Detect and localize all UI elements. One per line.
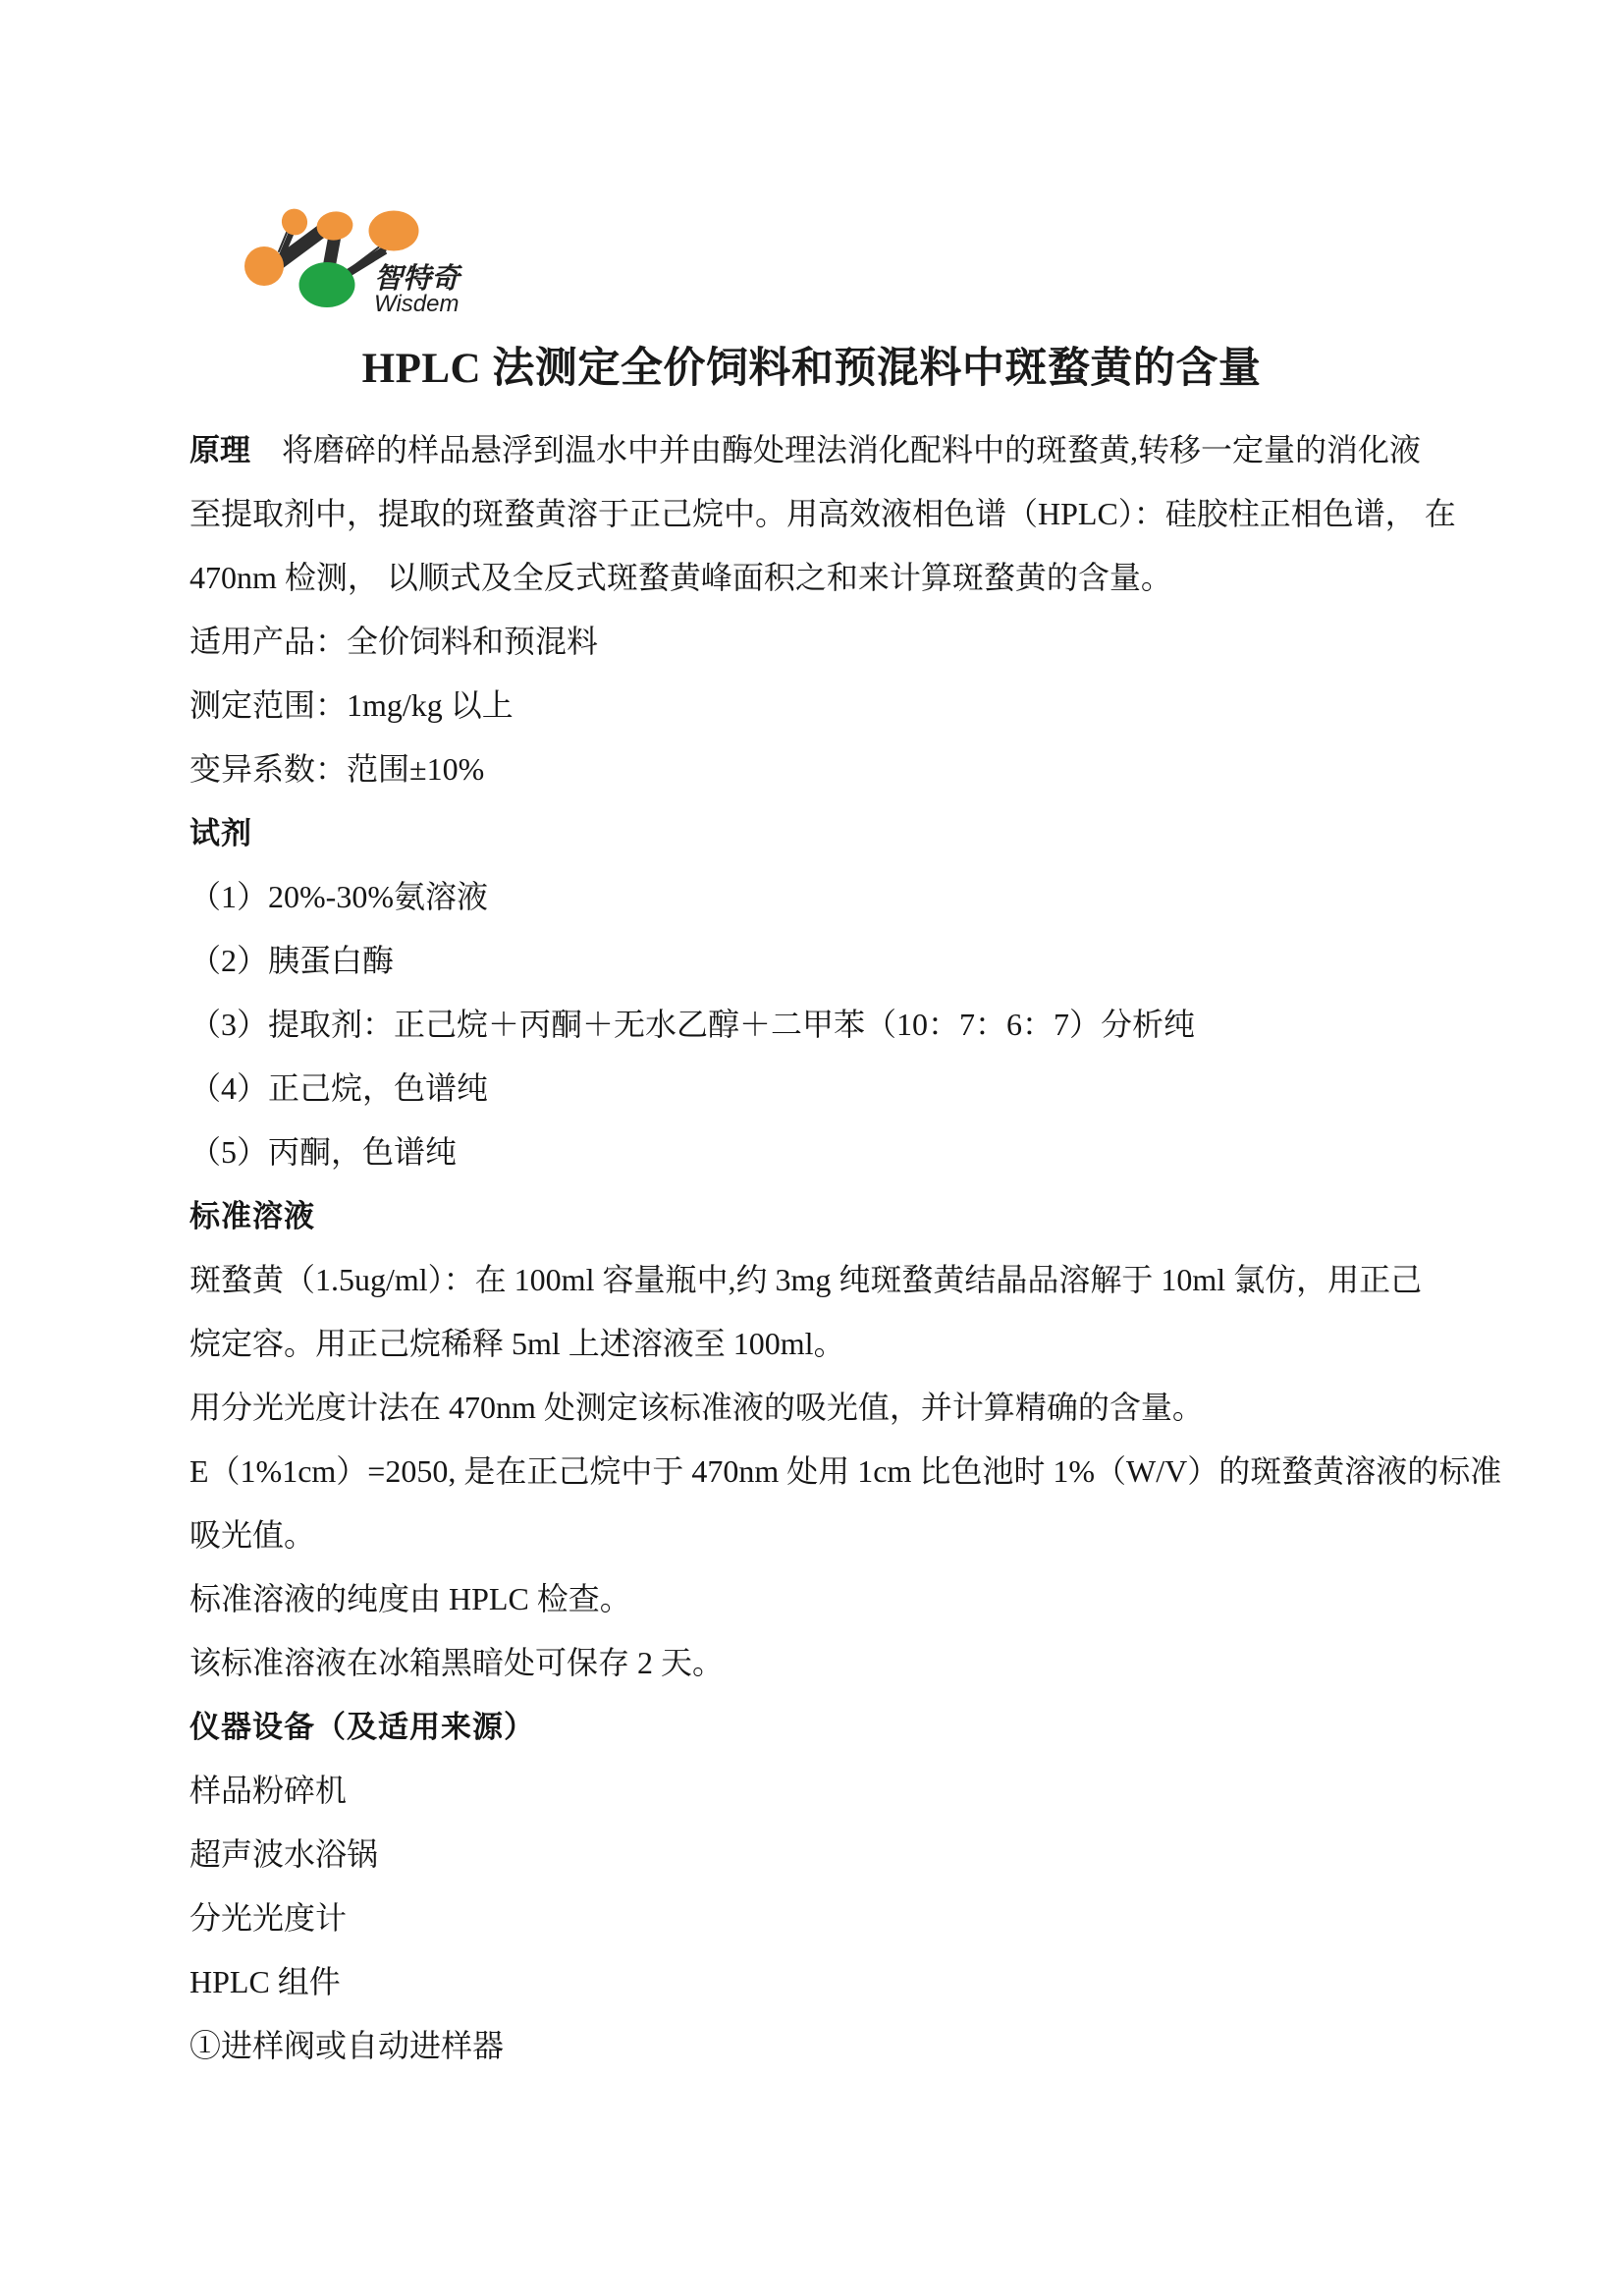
brand-name-cn: 智特奇 — [374, 263, 460, 295]
principle-line-2: 至提取剂中，提取的斑蝥黄溶于正己烷中。用高效液相色谱（HPLC）：硅胶柱正相色谱， 在 — [189, 496, 1456, 531]
equipment-item-1: 样品粉碎机 — [189, 1773, 348, 1808]
logo-green-node — [299, 262, 355, 307]
principle-label: 原理 — [189, 433, 250, 467]
standard-solution-line-3: 用分光光度计法在 470nm 处测定该标准液的吸光值，并计算精确的含量。 — [189, 1390, 1204, 1425]
equipment-item-5: ①进样阀或自动进样器 — [189, 2028, 505, 2063]
equipment-item-3: 分光光度计 — [189, 1900, 348, 1936]
reagent-item-5: （5）丙酮，色谱纯 — [189, 1134, 458, 1170]
reagent-item-4: （4）正己烷，色谱纯 — [189, 1070, 489, 1106]
document-body — [189, 418, 1502, 2078]
principle-line-1 — [189, 418, 1438, 482]
standard-solution-line-1: 斑蝥黄（1.5ug/ml）：在 100ml 容量瓶中,约 3mg 纯斑蝥黄结晶品溶解于 10ml 氯仿，用正己 — [189, 1262, 1423, 1297]
document-title: HPLC 法测定全价饲料和预混料中斑蝥黄的含量 — [361, 346, 1262, 392]
reagent-item-3: （3）提取剂：正己烷＋丙酮＋无水乙醇＋二甲苯（10：7：6：7）分析纯 — [189, 1007, 1196, 1042]
standard-solution-line-5: 吸光值。 — [189, 1517, 316, 1553]
equipment-item-4: HPLC 组件 — [189, 1964, 341, 1999]
variation-coefficient: 变异系数：范围±10% — [189, 751, 485, 787]
standard-solution-line-6: 标准溶液的纯度由 HPLC 检查。 — [189, 1581, 631, 1616]
reagent-item-2: （2）胰蛋白酶 — [189, 943, 395, 978]
principle-line-3: 470nm 检测， 以顺式及全反式斑蝥黄峰面积之和来计算斑蝥黄的含量。 — [189, 560, 1172, 595]
applicable-products: 适用产品：全价饲料和预混料 — [189, 624, 599, 659]
company-logo — [236, 194, 481, 324]
standard-solution-line-7: 该标准溶液在冰箱黑暗处可保存 2 天。 — [189, 1645, 725, 1680]
reagents-heading: 试剂 — [189, 816, 252, 850]
equipment-item-2: 超声波水浴锅 — [189, 1836, 379, 1872]
brand-name-en: Wisdem — [374, 291, 460, 317]
measuring-range: 测定范围：1mg/kg 以上 — [189, 687, 514, 723]
equipment-heading: 仪器设备（及适用来源） — [189, 1710, 535, 1744]
standard-solution-line-2: 烷定容。用正己烷稀释 5ml 上述溶液至 100ml。 — [189, 1326, 845, 1361]
reagent-item-1: （1）20%-30%氨溶液 — [189, 879, 488, 914]
principle-text: 将磨碎的样品悬浮到温水中并由酶处理法消化配料中的斑蝥黄,转移一定量的消化液 — [250, 432, 1422, 467]
standard-solution-heading: 标准溶液 — [189, 1199, 315, 1233]
standard-solution-line-4: E（1%1cm）=2050, 是在正己烷中于 470nm 处用 1cm 比色池时 1%（W/V）的斑蝥黄溶液的标准 — [189, 1453, 1502, 1489]
